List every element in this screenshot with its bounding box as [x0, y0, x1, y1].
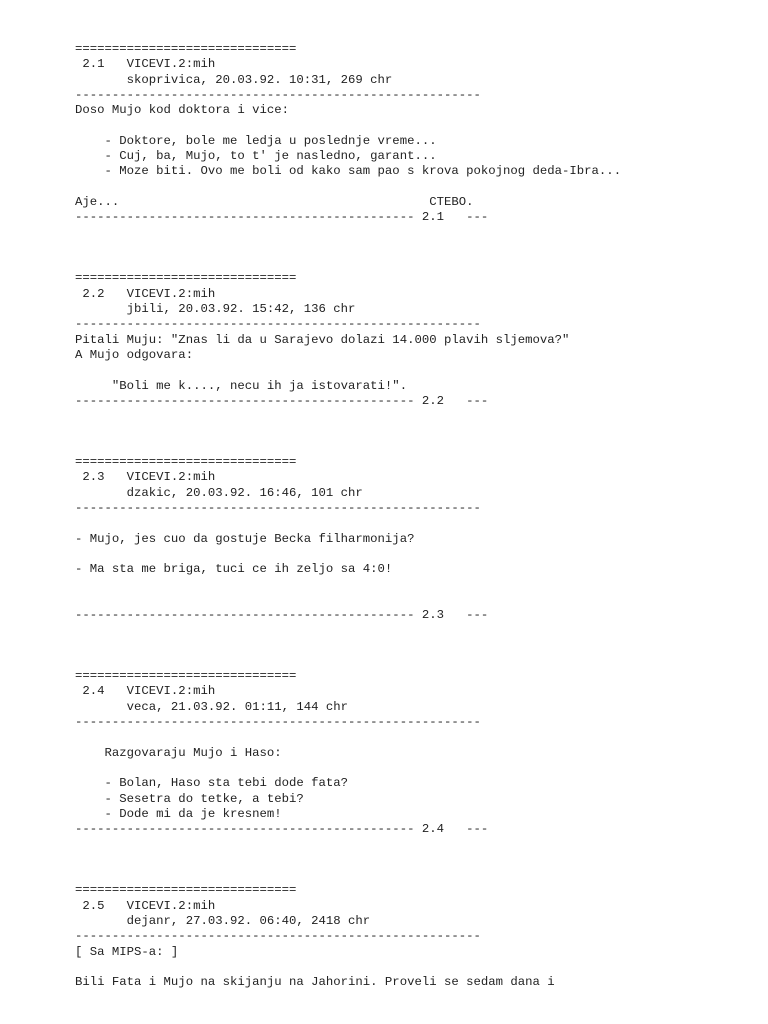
text-line: [75, 409, 621, 424]
text-line: ==============================: [75, 669, 297, 684]
text-line: [75, 363, 621, 378]
text-line: [75, 118, 621, 133]
text-line: [75, 853, 621, 868]
text-line: -------------------------------------------------------: [75, 87, 481, 102]
text-line: 2.3 VICEVI.2:mih: [75, 470, 216, 485]
text-line: [75, 256, 621, 271]
text-line: jbili, 20.03.92. 15:42, 136 chr: [75, 302, 356, 317]
text-line: - Sesetra do tetke, a tebi?: [75, 791, 304, 806]
text-line: Aje... CTEBO.: [75, 194, 474, 209]
text-line: [75, 730, 621, 745]
text-line: Bili Fata i Mujo na skijanju na Jahorini. Proveli se sedam dana i: [75, 975, 555, 990]
document-body: [75, 42, 621, 990]
text-line: 2.1 VICEVI.2:mih: [75, 57, 216, 72]
text-line: dejanr, 27.03.92. 06:40, 2418 chr: [75, 913, 371, 928]
text-line: -------------------------------------------------------: [75, 929, 481, 944]
text-line: [75, 547, 621, 562]
text-line: Razgovaraju Mujo i Haso:: [75, 745, 282, 760]
text-line: ---------------------------------------------- 2.1 ---: [75, 210, 489, 225]
text-line: [75, 639, 621, 654]
text-line: - Ma sta me briga, tuci ce ih zeljo sa 4:0!: [75, 562, 393, 577]
text-line: 2.5 VICEVI.2:mih: [75, 898, 216, 913]
text-line: Pitali Muju: "Znas li da u Sarajevo dolazi 14.000 plavih sljemova?": [75, 332, 570, 347]
text-line: -------------------------------------------------------: [75, 317, 481, 332]
text-line: ---------------------------------------------- 2.4 ---: [75, 822, 489, 837]
text-line: [75, 868, 621, 883]
text-line: ==============================: [75, 271, 297, 286]
text-line: [75, 837, 621, 852]
text-line: Doso Mujo kod doktora i vice:: [75, 103, 290, 118]
text-line: [75, 960, 621, 975]
text-line: veca, 21.03.92. 01:11, 144 chr: [75, 699, 349, 714]
text-line: - Moze biti. Ovo me boli od kako sam pao s krova pokojnog deda-Ibra...: [75, 164, 622, 179]
text-line: ---------------------------------------------- 2.2 ---: [75, 393, 489, 408]
text-line: ==============================: [75, 883, 297, 898]
text-line: -------------------------------------------------------: [75, 715, 481, 730]
text-line: - Cuj, ba, Mujo, to t' je nasledno, garant...: [75, 149, 437, 164]
text-line: [75, 516, 621, 531]
text-line: [75, 440, 621, 455]
text-line: ---------------------------------------------- 2.3 ---: [75, 607, 489, 622]
text-line: [75, 241, 621, 256]
text-line: A Mujo odgovara:: [75, 347, 194, 362]
text-line: skoprivica, 20.03.92. 10:31, 269 chr: [75, 72, 393, 87]
text-line: ==============================: [75, 455, 297, 470]
text-line: ==============================: [75, 42, 297, 56]
text-line: dzakic, 20.03.92. 16:46, 101 chr: [75, 485, 363, 500]
text-line: - Doktore, bole me ledja u poslednje vreme...: [75, 133, 437, 148]
text-line: - Mujo, jes cuo da gostuje Becka filharmonija?: [75, 531, 415, 546]
text-line: [75, 654, 621, 669]
text-line: "Boli me k...., necu ih ja istovarati!".: [75, 378, 408, 393]
text-line: 2.4 VICEVI.2:mih: [75, 684, 216, 699]
text-line: [75, 623, 621, 638]
text-line: [ Sa MIPS-a: ]: [75, 944, 179, 959]
text-line: [75, 761, 621, 776]
text-line: [75, 180, 621, 195]
text-line: -------------------------------------------------------: [75, 500, 481, 515]
text-line: [75, 577, 621, 592]
text-line: - Bolan, Haso sta tebi dode fata?: [75, 776, 349, 791]
text-line: - Dode mi da je kresnem!: [75, 806, 282, 821]
text-line: [75, 424, 621, 439]
text-line: [75, 226, 621, 241]
text-line: 2.2 VICEVI.2:mih: [75, 286, 216, 301]
text-line: [75, 593, 621, 608]
